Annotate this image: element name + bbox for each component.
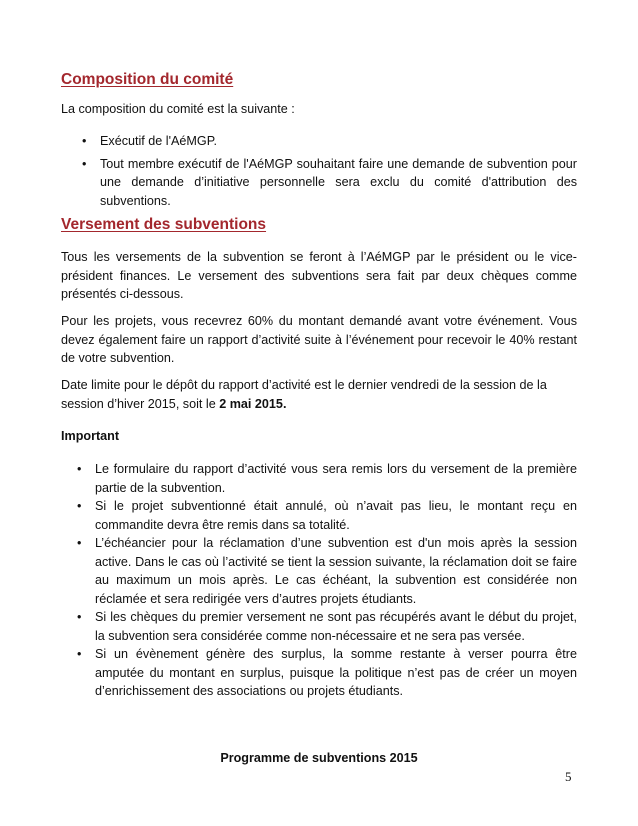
list-item-text: Si les chèques du premier versement ne sont pas récupérés avant le début du projet, la subvention sera considérée comme non-nécessaire et ne sera pas versée. bbox=[95, 610, 577, 643]
page-number: 5 bbox=[565, 769, 572, 784]
footer-title: Programme de subventions 2015 bbox=[220, 751, 418, 765]
bullet-icon: • bbox=[77, 536, 82, 550]
list-item-text: Si le projet subventionné était annulé, où n’avait pas lieu, le montant reçu en commandite devra être remis dans sa totalité. bbox=[95, 499, 577, 532]
composition-intro: La composition du comité est la suivante : bbox=[61, 102, 295, 116]
versement-paragraph-1: Tous les versements de la subvention se feront à l’AéMGP par le président ou le vice-président finances. Le versement des subventions sera fait par deux chèques comme présentés ci-dessous. bbox=[61, 250, 577, 301]
list-item bbox=[82, 132, 577, 151]
list-item-text: Si un évènement génère des surplus, la somme restante à verser pourra être amputée du montant en surplus, puisque la politique n’est pas de créer un moyen d’enrichissement des associations ou projets étudiants. bbox=[95, 647, 577, 698]
deadline-paragraph bbox=[61, 376, 577, 413]
list-item-text: Exécutif de l'AéMGP. bbox=[100, 134, 217, 148]
composition-list bbox=[82, 132, 577, 210]
deadline-date: 2 mai 2015. bbox=[219, 396, 287, 411]
bullet-icon: • bbox=[77, 610, 82, 624]
list-item bbox=[77, 608, 577, 645]
list-item bbox=[77, 460, 577, 497]
list-item-text: Le formulaire du rapport d’activité vous sera remis lors du versement de la première partie de la subvention. bbox=[95, 462, 577, 495]
important-list bbox=[77, 460, 577, 701]
list-item bbox=[77, 534, 577, 608]
important-label: Important bbox=[61, 429, 120, 443]
bullet-icon: • bbox=[77, 647, 82, 661]
bullet-icon: • bbox=[77, 499, 82, 513]
versement-paragraph-2: Pour les projets, vous recevrez 60% du montant demandé avant votre événement. Vous devez également faire un rapport d’activité suite à l’événement pour recevoir le 40% restant de votre subvention. bbox=[61, 314, 577, 365]
bullet-icon: • bbox=[82, 156, 87, 171]
section-heading-composition: Composition du comité bbox=[61, 71, 234, 88]
list-item bbox=[82, 155, 577, 211]
list-item-text: Tout membre exécutif de l'AéMGP souhaitant faire une demande de subvention pour une demande d’initiative personnelle sera exclu du comité d'attribution des subventions. bbox=[100, 156, 577, 208]
section-heading-versement: Versement des subventions bbox=[61, 216, 267, 233]
bullet-icon: • bbox=[82, 134, 87, 148]
list-item bbox=[77, 645, 577, 701]
bullet-icon: • bbox=[77, 462, 82, 476]
list-item bbox=[77, 497, 577, 534]
list-item-text: L’échéancier pour la réclamation d’une subvention est d'un mois après la session active. Dans le cas où l’activité se tient la session suivante, la réclamation doit se faire au maximum un mois après. Le cas échéant, la subvention est considérée non réclamée et sera redirigée vers d’autres projets étudiants. bbox=[95, 536, 577, 606]
deadline-text: Date limite pour le dépôt du rapport d’activité est le dernier vendredi de la session de la session d’hiver 2015, soit le bbox=[61, 378, 547, 411]
